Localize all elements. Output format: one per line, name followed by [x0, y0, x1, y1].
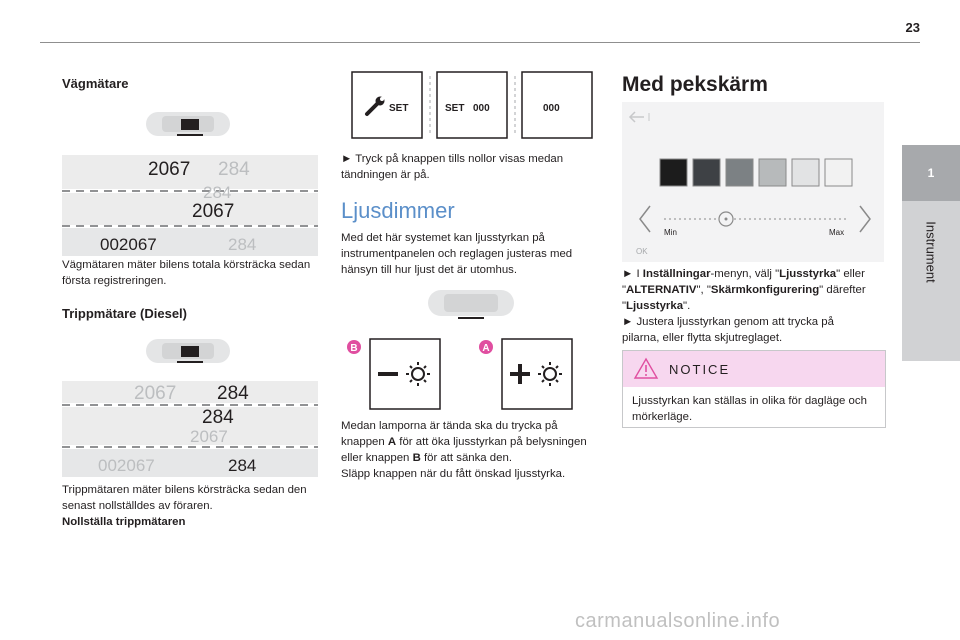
odometer-description: Vägmätaren mäter bilens totala körsträcka sedan första registreringen. — [62, 259, 311, 287]
dimmer-line-2: knappen A för att öka ljusstyrkan på belysningen — [341, 436, 587, 448]
instr-line-4: ► Justera ljusstyrkan genom att trycka på — [622, 316, 834, 328]
trip-mid-value: 284 — [202, 407, 234, 428]
trip-reset-heading: Nollställa trippmätaren — [62, 516, 186, 528]
odo-top-value: 2067 — [134, 383, 177, 404]
odo-mid-value: 2067 — [190, 427, 228, 446]
header-divider — [40, 42, 920, 43]
trip-top-value: 284 — [217, 383, 249, 404]
notice-box — [622, 350, 886, 428]
trip-heading: Trippmätare (Diesel) — [62, 306, 187, 321]
ok-label[interactable]: OK — [636, 247, 648, 256]
odo-bottom-value: 002067 — [100, 235, 157, 254]
badge-b: B — [350, 343, 358, 354]
notice-text: Ljusstyrkan kan ställas in olika för dagläge och mörkerläge. — [632, 395, 867, 423]
odo-top-value: 2067 — [148, 159, 191, 180]
page-number: 23 — [905, 20, 920, 35]
instr-line-2: "ALTERNATIV", "Skärmkonfigurering" därefter — [622, 284, 866, 296]
trip-bottom-value: 284 — [228, 235, 257, 254]
dimmer-buttons-figure — [346, 286, 598, 412]
minus-icon — [378, 372, 398, 376]
touchscreen-instructions — [622, 266, 892, 346]
watermark: carmanualsonline.info — [575, 610, 781, 632]
instr-line-1: ► I Inställningar-menyn, välj "Ljusstyrka" eller — [622, 268, 865, 280]
reset-instruction: ► Tryck på knappen tills nollor visas medan tändningen är på. — [341, 153, 564, 181]
dimmer-description: Med det här systemet kan ljusstyrkan på instrumentpanelen och reglagen justeras med hänsyn till hur ljust det är utomhus. — [341, 232, 573, 276]
btn3-zero-label: 000 — [543, 103, 560, 114]
warning-triangle-icon — [633, 357, 659, 381]
chapter-tab-label: Instrument — [923, 221, 939, 283]
btn2-set-label: SET — [445, 103, 465, 114]
trip-bottom-value: 284 — [228, 456, 257, 475]
dimmer-line-4: Släpp knappen när du fått önskad ljusstyrka. — [341, 468, 566, 480]
odo-mid-value: 2067 — [192, 201, 235, 222]
btn1-set-label: SET — [389, 103, 409, 114]
touchscreen-heading: Med pekskärm — [622, 73, 768, 96]
trip-figure — [62, 335, 318, 477]
odometer-heading: Vägmätare — [62, 76, 129, 91]
badge-a: A — [482, 343, 490, 354]
odometer-figure — [62, 108, 318, 256]
touchscreen-figure — [622, 102, 884, 262]
instrument-stalk-icon — [428, 290, 514, 319]
dimmer-instructions — [341, 418, 611, 482]
instrument-stalk-icon — [146, 112, 230, 136]
trip-top-value: 284 — [218, 159, 250, 180]
chapter-tab-number[interactable]: 1 — [902, 145, 960, 201]
instrument-stalk-icon — [146, 339, 230, 363]
instr-line-3: "Ljusstyrka". — [622, 300, 691, 312]
slider-min-label: Min — [664, 228, 677, 237]
slider-max-label: Max — [829, 228, 845, 237]
btn2-zero-label: 000 — [473, 103, 490, 114]
notice-header — [623, 351, 885, 387]
trip-description: Trippmätaren mäter bilens körsträcka sedan den senast nollställdes av föraren. — [62, 484, 307, 512]
notice-title: NOTICE — [669, 361, 731, 377]
dimmer-line-1: Medan lamporna är tända ska du trycka på — [341, 420, 558, 432]
reset-sequence-figure — [340, 70, 596, 142]
dimmer-heading: Ljusdimmer — [341, 198, 455, 223]
dimmer-line-3: eller knappen B för att sänka den. — [341, 452, 512, 464]
odo-bottom-value: 002067 — [98, 456, 155, 475]
instr-line-5: pilarna, eller flytta skjutreglaget. — [622, 332, 783, 344]
trip-mid-value: 284 — [203, 183, 232, 202]
